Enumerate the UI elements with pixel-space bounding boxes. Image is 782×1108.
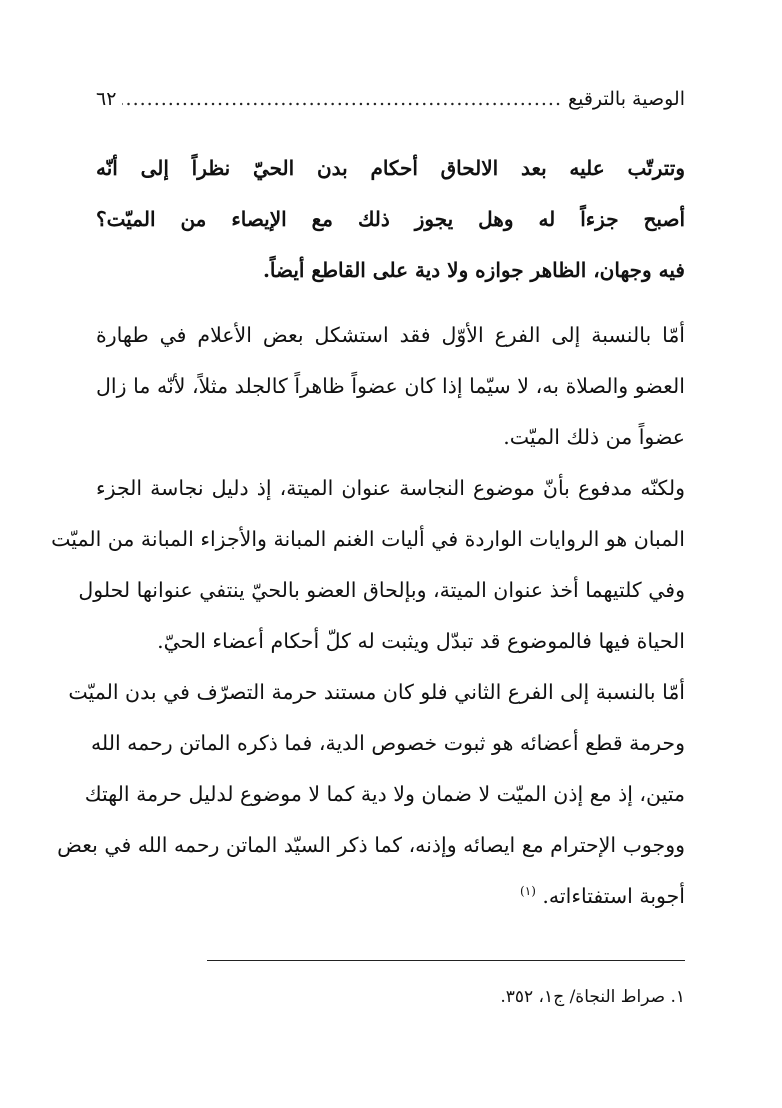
paragraph-line: العضو والصلاة به، لا سيّما إذا كان عضواً ظاهراً كالجلد مثلاً، لأنّه ما زال (96, 374, 685, 398)
paragraph-line: أمّا بالنسبة إلى الفرع الثاني فلو كان مستند حرمة التصرّف في بدن الميّت (68, 680, 685, 704)
paragraph-2 (51, 463, 685, 667)
paragraph-line: أمّا بالنسبة إلى الفرع الأوّل فقد استشكل بعض الأعلام في طهارة (96, 323, 685, 347)
footnote-divider (207, 960, 685, 961)
paragraph-3 (57, 667, 685, 922)
paragraph-line: عضواً من ذلك الميّت. (503, 425, 685, 449)
question-line: وتترتّب عليه بعد الالحاق أحكام بدن الحيّ نظراً إلى أنّه (96, 156, 685, 180)
paragraph-1 (96, 310, 685, 463)
question-line: فيه وجهان، الظاهر جوازه ولا دية على القاطع أيضاً. (262, 258, 685, 282)
paragraph-line: الحياة فيها فالموضوع قد تبدّل ويثبت له كلّ أحكام أعضاء الحيّ. (157, 629, 685, 653)
paragraph-line-text: أجوبة استفتاءاته. (542, 884, 685, 908)
paragraph-line: وفي كلتيهما أخذ عنوان الميتة، وبإلحاق العضو بالحيّ ينتفي عنوانها لحلول (78, 578, 685, 602)
leader-dots (122, 88, 562, 110)
footnote: ١. صراط النجاة/ ج١، ٣٥٢. (500, 987, 685, 1007)
body-text (51, 143, 685, 922)
paragraph-line-with-ref (96, 871, 685, 922)
page-number: ٦٢ (96, 88, 117, 110)
running-header-title: الوصية بالترقيع (568, 88, 685, 110)
question-block (96, 143, 685, 296)
paragraph-line: متين، إذ مع إذن الميّت لا ضمان ولا دية كما لا موضوع لدليل حرمة الهتك (84, 782, 685, 806)
running-header (96, 88, 685, 118)
question-line: أصبح جزءاً له وهل يجوز ذلك مع الإيصاء من الميّت؟ (96, 207, 685, 231)
footnote-ref-marker: (١) (520, 884, 536, 899)
spacer (96, 296, 685, 310)
paragraph-line: ولكنّه مدفوع بأنّ موضوع النجاسة عنوان الميتة، إذ دليل نجاسة الجزء (96, 476, 685, 500)
paragraph-line: وحرمة قطع أعضائه هو ثبوت خصوص الدية، فما ذكره الماتن رحمه الله (90, 731, 685, 755)
paragraph-line: المبان هو الروايات الواردة في أليات الغنم المبانة والأجزاء المبانة من الميّت (51, 527, 685, 551)
paragraph-line: ووجوب الإحترام مع ايصائه وإذنه، كما ذكر السيّد الماتن رحمه الله في بعض (57, 833, 685, 857)
